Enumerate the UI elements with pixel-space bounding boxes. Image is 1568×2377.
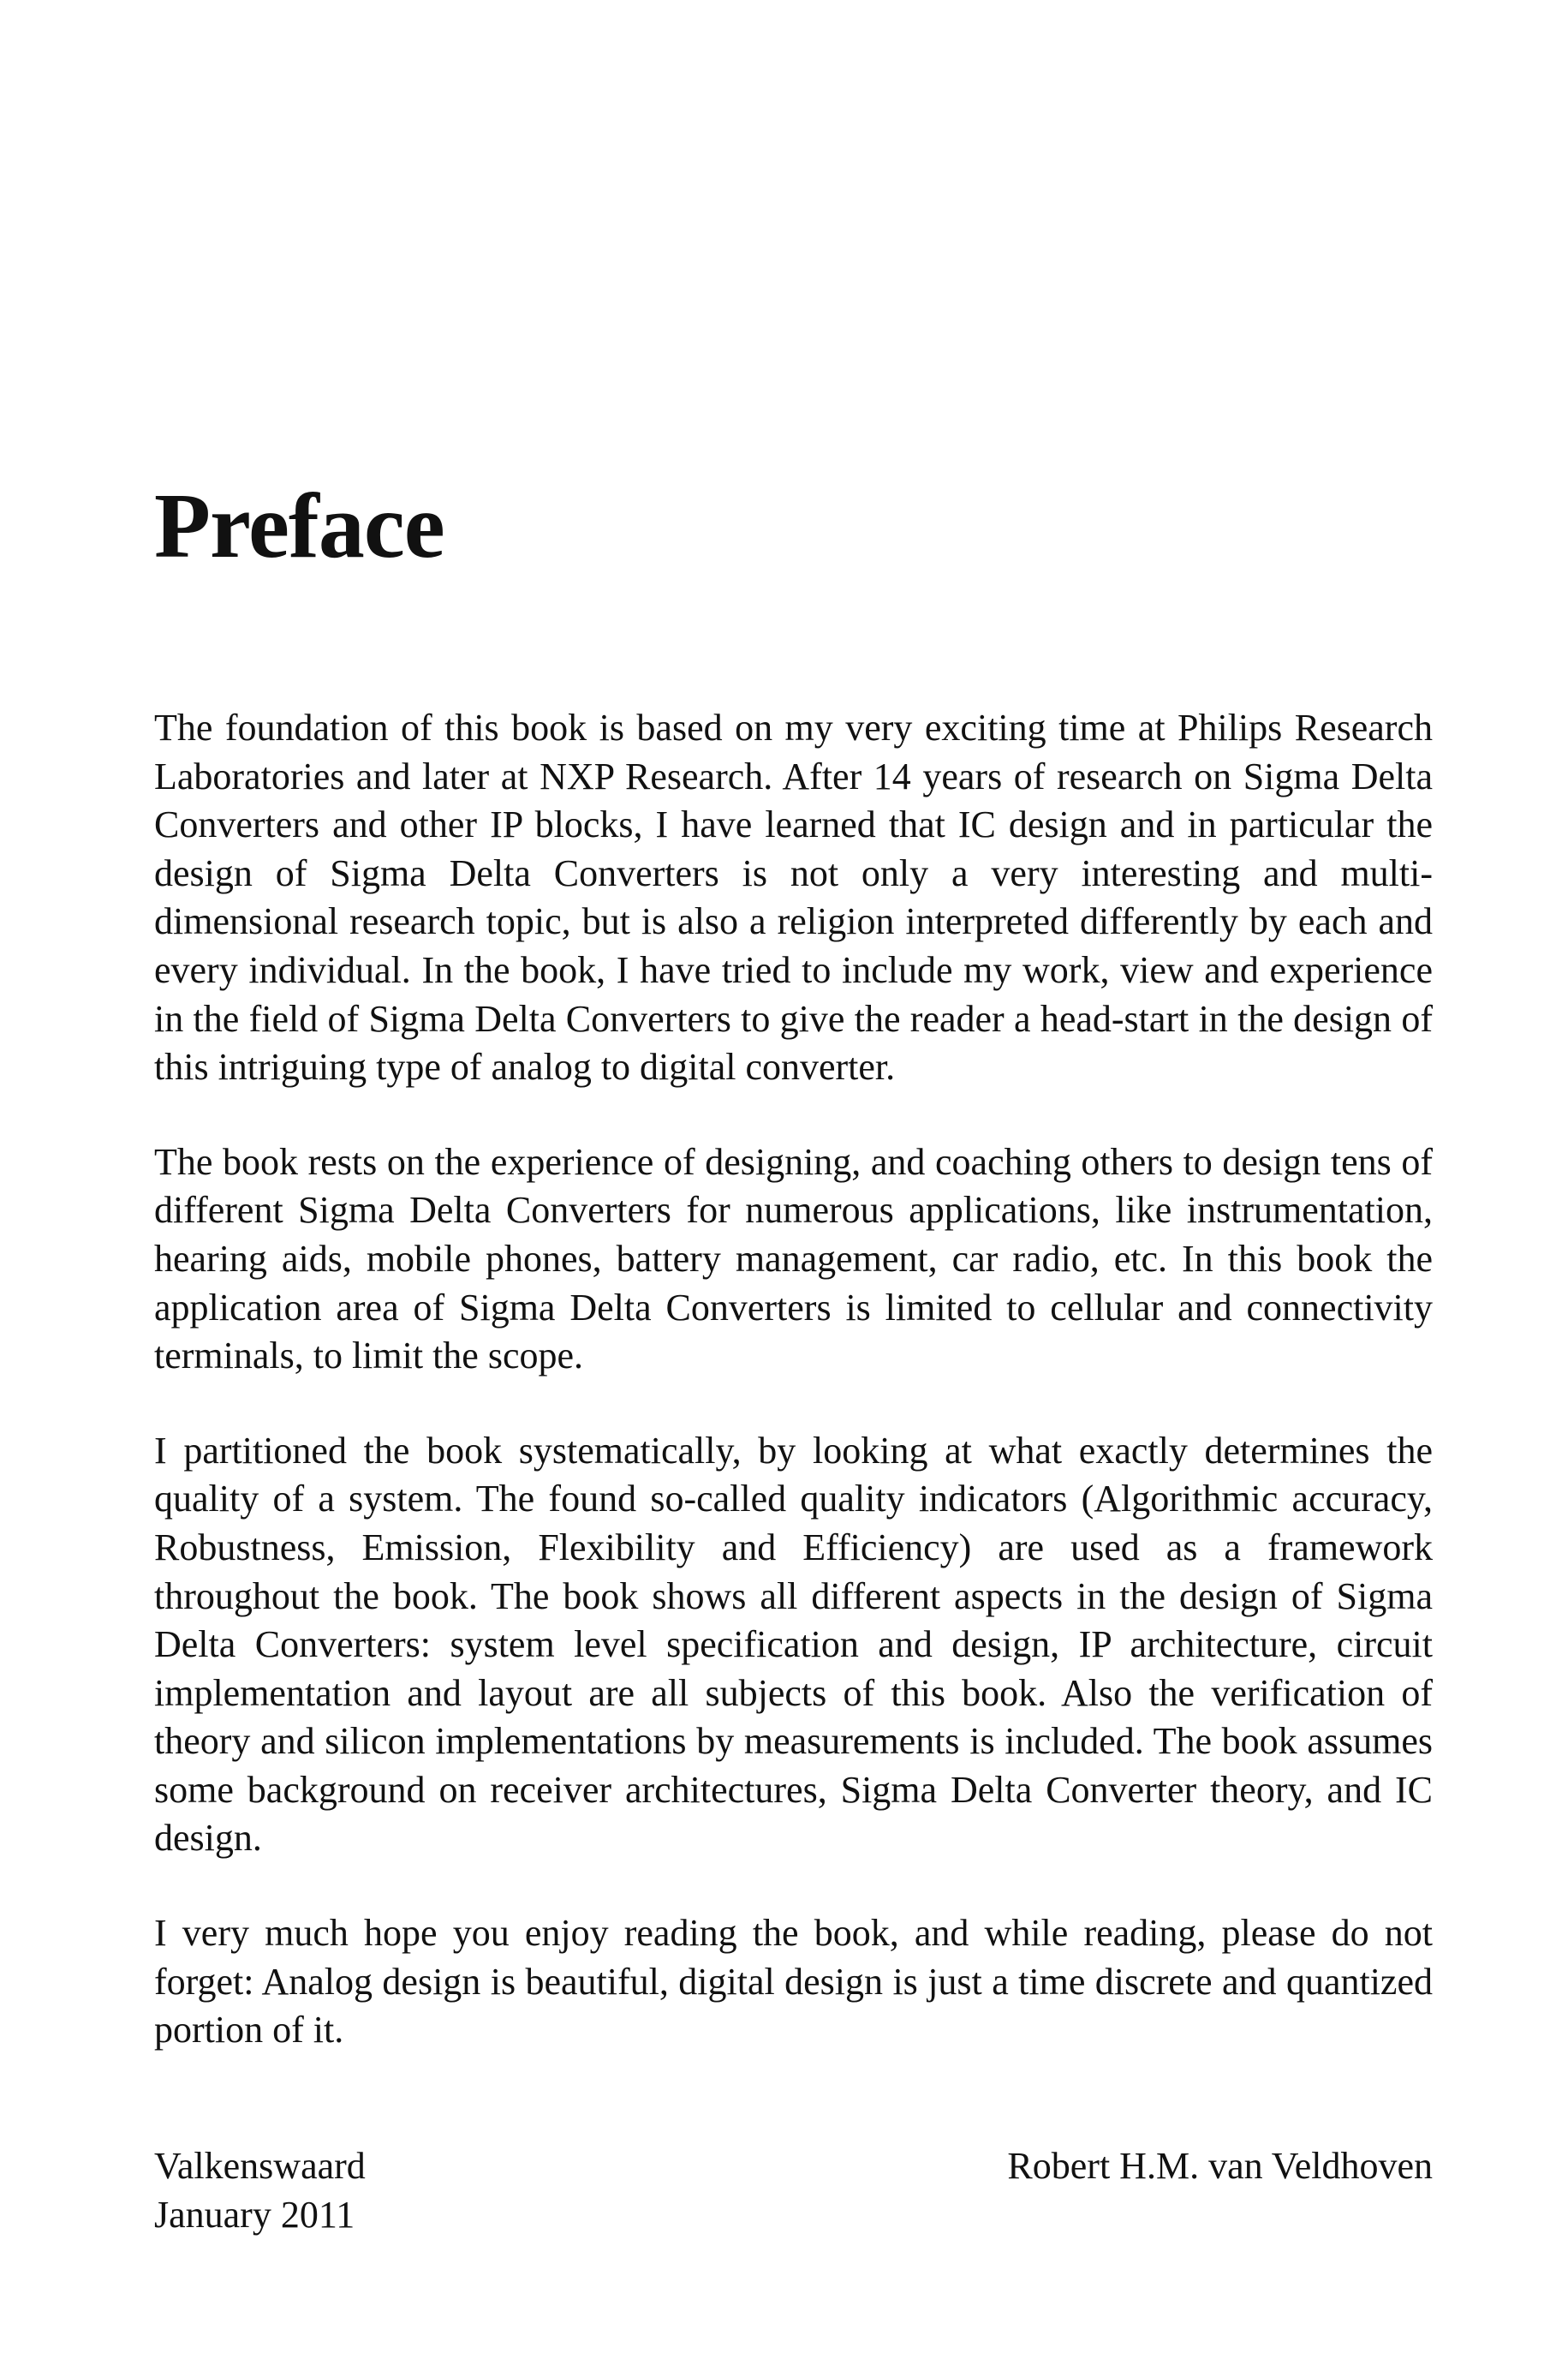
signature-place: Valkenswaard [154, 2145, 366, 2187]
paragraph-closing: I very much hope you enjoy reading the book, and while reading, please do not forget: Analog design is beautiful, digital design is just a time discrete and quantized portion of it. [154, 1912, 1433, 2052]
paragraph-foundation: The foundation of this book is based on my very exciting time at Philips Research Laboratories and later at NXP Research. After 14 years of research on Sigma Delta Converters and other IP blocks, I have learned that IC design and in particular the design of Sigma Delta Converters is not only a very interesting and multi-dimensional research topic, but is also a religion interpreted differently by each and every individual. In the book, I have tried to include my work, view and experience in the field of Sigma Delta Converters to give the reader a head-start in the design of this intriguing type of analog to digital converter. [154, 707, 1433, 1089]
signature-author: Robert H.M. van Veldhoven [1007, 2145, 1433, 2187]
paragraph-partitioning: I partitioned the book systematically, by looking at what exactly determines the quality of a system. The found so-called quality indicators (Algorithmic accuracy, Robustness, Emission, Flexibility and Efficiency) are used as a framework throughout the book. The book shows all different aspects in the design of Sigma Delta Converters: system level specification and design, IP architecture, circuit implementation and layout are all subjects of this book. Also the verification of theory and silicon implementations by measurements is included. The book assumes some background on receiver architectures, Sigma Delta Converter theory, and IC design. [154, 1429, 1433, 1860]
paragraph-experience: The book rests on the experience of designing, and coaching others to design tens of different Sigma Delta Converters for numerous applications, like instrumentation, hearing aids, mobile phones, battery management, car radio, etc. In this book the application area of Sigma Delta Converters is limited to cellular and connectivity terminals, to limit the scope. [154, 1140, 1433, 1377]
preface-body [154, 704, 1433, 2101]
place-and-date [154, 2141, 366, 2239]
page-title: Preface [154, 475, 444, 577]
author-block [1007, 2141, 1433, 2190]
signature-date: January 2011 [154, 2194, 355, 2236]
